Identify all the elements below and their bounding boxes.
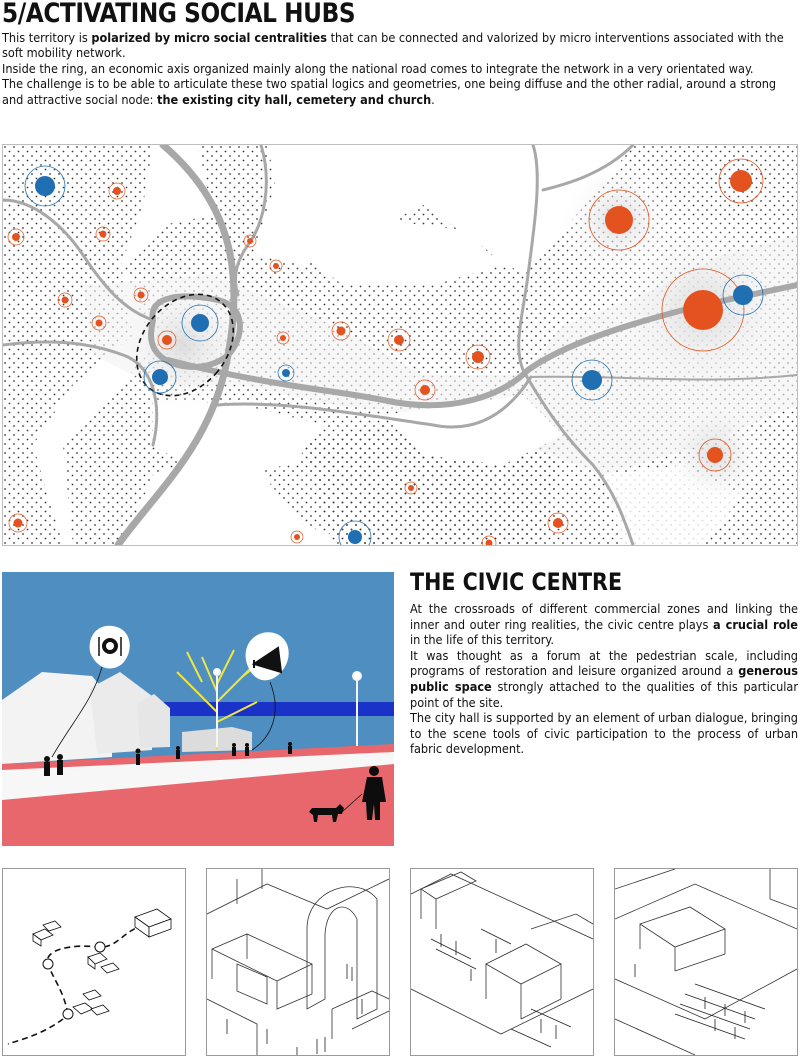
arcade-pavilions-sketch <box>207 869 389 1055</box>
intro-paragraph-1: This territory is polarized by micro social centralities that can be connected and valorized by micro interventions associated with the soft mobility network. <box>2 30 784 61</box>
civic-centre-scene <box>2 572 394 846</box>
page-title: 5/ACTIVATING SOCIAL HUBS <box>2 0 356 29</box>
panel-market-pavilion <box>410 868 594 1056</box>
map-drawing <box>3 145 797 545</box>
assembly-pavilion-sketch <box>615 869 797 1055</box>
civic-paragraph-2: It was thought as a forum at the pedestrian scale, including programs of restoration and leisure organized around a generous public space strongly attached to the qualities of this particular point of the site. <box>410 647 798 710</box>
intro-text <box>2 30 798 107</box>
intro-paragraph-3: The challenge is to be able to articulate these two spatial logics and geometries, one being diffuse and the other radial, around a strong and attractive social node: the existing city hall, cemetery and church. <box>2 76 777 107</box>
civic-paragraph-1: At the crossroads of different commercial zones and linking the inner and outer ring realities, the civic centre plays a crucial role in the life of this territory. <box>410 601 798 648</box>
panel-assembly-pavilion <box>614 868 798 1056</box>
social-hubs-map <box>2 144 798 546</box>
civic-centre-illustration <box>2 572 394 846</box>
civic-centre-title: THE CIVIC CENTRE <box>410 568 623 596</box>
pavilion-network-sketch <box>3 869 185 1055</box>
civic-paragraph-3: The city hall is supported by an element of urban dialogue, bringing to the scene tools of civic participation to the process of urban fabric development. <box>410 710 798 757</box>
market-pavilion-sketch <box>411 869 593 1055</box>
intro-paragraph-2: Inside the ring, an economic axis organized mainly along the national road comes to integrate the network in a very orientated way. <box>2 60 754 76</box>
civic-centre-text <box>410 601 798 757</box>
panel-arcade-pavilions <box>206 868 390 1056</box>
orange-hub-small <box>291 531 303 543</box>
panel-pavilion-network <box>2 868 186 1056</box>
